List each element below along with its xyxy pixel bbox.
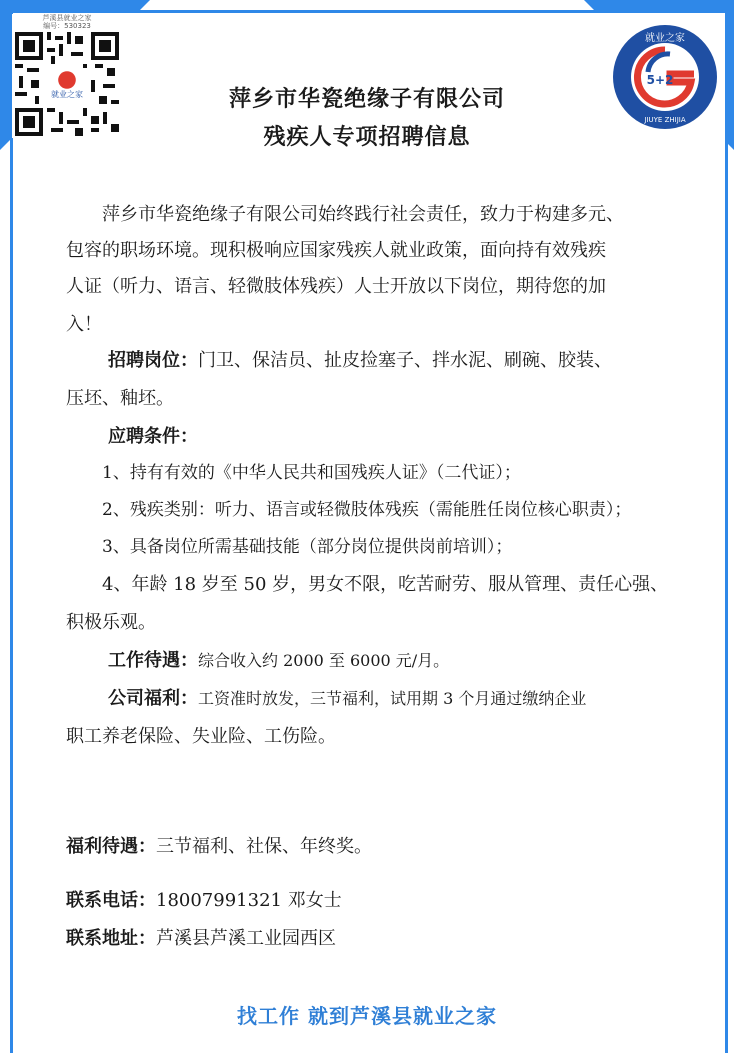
logo-bottom-text: JIUYE ZHIJIA [644, 116, 686, 124]
intro-line-3: 人证（听力、语言、轻微肢体残疾）人士开放以下岗位，期待您的加 [66, 276, 606, 297]
logo-top-text: 就业之家 [645, 33, 685, 44]
address-value: 芦溪县芦溪工业园西区 [156, 928, 336, 949]
intro-line-2: 包容的职场环境。现积极响应国家残疾人就业政策，面向持有效残疾 [66, 240, 606, 261]
logo-mark: 5+2 [646, 73, 674, 87]
salary-label: 工作待遇： [108, 650, 198, 671]
welfare-line [66, 828, 676, 865]
page-title: 萍乡市华瓷绝缘子有限公司 [228, 87, 505, 112]
requirement-item-1: 1、持有有效的《中华人民共和国残疾人证》（二代证）； [102, 463, 521, 483]
phone-line [66, 882, 676, 919]
positions-line-1 [66, 342, 676, 379]
positions-list: 门卫、保洁员、扯皮捡塞子、拌水泥、刷碗、胶装、 [198, 350, 612, 371]
benefits-value: 工资准时放发，三节福利，试用期 3 个月通过缴纳企业 [198, 689, 587, 708]
phone-value: 18007991321 邓女士 [156, 890, 342, 911]
logo-badge [610, 22, 720, 132]
salary-value: 综合收入约 2000 至 6000 元/月。 [198, 651, 450, 670]
benefits-label: 公司福利： [108, 688, 198, 709]
qr-caption-id: 编号：530323 [43, 22, 91, 30]
qr-caption-title: 芦溪县就业之家 [42, 14, 92, 22]
benefits-line-2: 职工养老保险、失业险、工伤险。 [66, 726, 336, 747]
welfare-label: 福利待遇： [66, 836, 156, 857]
intro-line-1: 萍乡市华瓷绝缘子有限公司始终践行社会责任，致力于构建多元、 [102, 204, 624, 225]
page-subtitle: 残疾人专项招聘信息 [263, 125, 471, 150]
qr-center-label: 就业之家 [51, 90, 83, 100]
jiuye-logo-icon [610, 22, 720, 132]
positions-line-2: 压坯、釉坯。 [66, 388, 174, 409]
phone-label: 联系电话： [66, 890, 156, 911]
benefits-line-1 [108, 680, 678, 717]
salary-line [108, 642, 668, 679]
positions-label: 招聘岗位： [108, 350, 198, 371]
intro-line-4: 入！ [66, 314, 102, 335]
address-line [66, 920, 676, 957]
requirement-item-4-cont: 积极乐观。 [66, 612, 156, 633]
address-label: 联系地址： [66, 928, 156, 949]
requirement-item-2: 2、残疾类别：听力、语言或轻微肢体残疾（需能胜任岗位核心职责）； [102, 500, 632, 520]
footer-slogan: 找工作 就到芦溪县就业之家 [237, 1004, 497, 1028]
requirement-item-4: 4、年龄 18 岁至 50 岁，男女不限，吃苦耐劳、服从管理、责任心强、 [102, 574, 669, 595]
requirement-item-3: 3、具备岗位所需基础技能（部分岗位提供岗前培训）； [102, 537, 513, 557]
requirements-label: 应聘条件： [108, 426, 198, 447]
welfare-value: 三节福利、社保、年终奖。 [156, 836, 372, 857]
